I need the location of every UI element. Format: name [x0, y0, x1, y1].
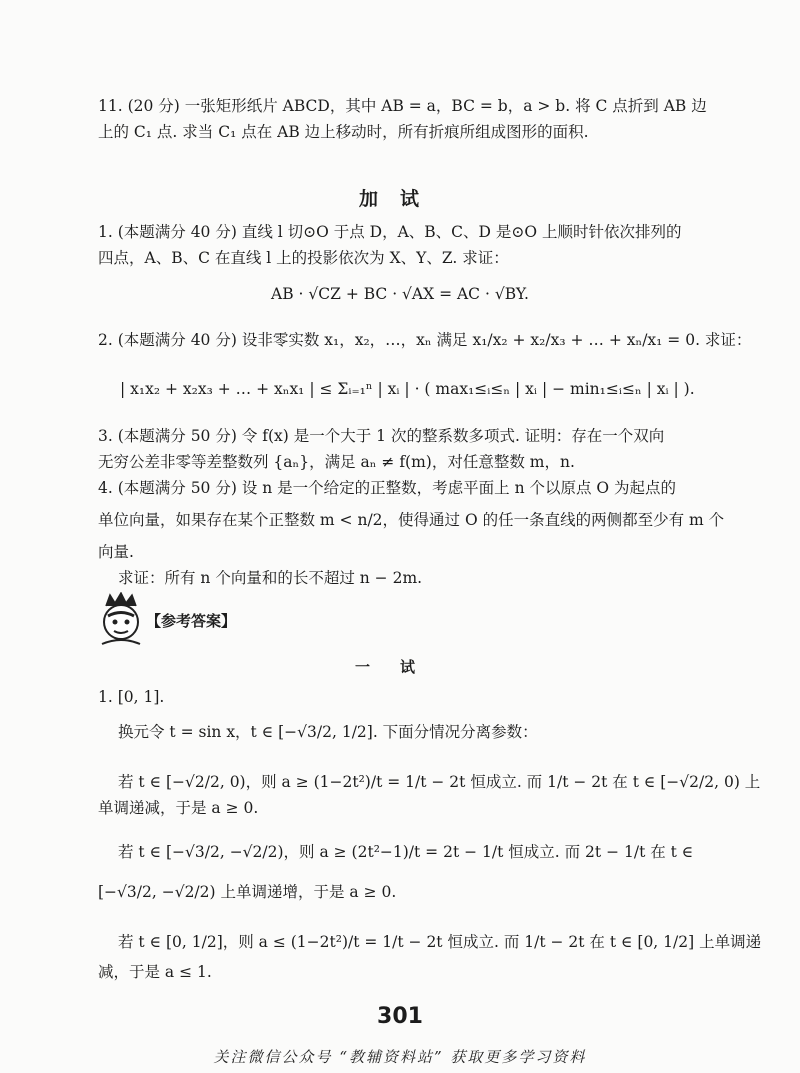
add4-line4: 求证：所有 n 个向量和的长不超过 n − 2m. [118, 569, 423, 587]
add4-line3: 向量. [98, 543, 134, 561]
solution-line: 单调递减，于是 a ≥ 0. [98, 799, 259, 817]
solution-line: [−√3/2, −√2/2) 上单调递增，于是 a ≥ 0. [98, 883, 397, 901]
add1-line1: 1. (本题满分 40 分) 直线 l 切⊙O 于点 D，A、B、C、D 是⊙O 上顺时针依次排列的 [98, 223, 682, 241]
answer-header [98, 592, 358, 652]
cartoon-face-icon [98, 592, 144, 648]
solution-line: 1. [0, 1]. [98, 688, 165, 706]
page-number: 301 [377, 1004, 423, 1029]
add3-line2: 无穷公差非零等差整数列 {aₙ}，满足 aₙ ≠ f(m)，对任意整数 m，n. [98, 453, 575, 471]
add1-line2: 四点，A、B、C 在直线 l 上的投影依次为 X、Y、Z. 求证： [98, 249, 509, 267]
solution-line: 若 t ∈ [−√3/2, −√2/2)，则 a ≥ (2t²−1)/t = 2t − 1/t 恒成立. 而 2t − 1/t 在 t ∈ [118, 843, 694, 861]
add1-formula: AB · √CZ + BC · √AX = AC · √BY. [271, 285, 529, 303]
sub-title: 一试 [354, 658, 445, 676]
section-title: 加试 [358, 188, 441, 210]
add4-line1: 4. (本题满分 50 分) 设 n 是一个给定的正整数，考虑平面上 n 个以原点 O 为起点的 [98, 479, 677, 497]
footer-note: 关注微信公众号 “教辅资料站” 获取更多学习资料 [213, 1048, 587, 1066]
add4-line2: 单位向量，如果存在某个正整数 m < n/2，使得通过 O 的任一条直线的两侧都至少有 m 个 [98, 511, 725, 529]
solution-line: 减，于是 a ≤ 1. [98, 963, 212, 981]
problem11-line1: 11. (20 分) 一张矩形纸片 ABCD，其中 AB = a，BC = b，a > b. 将 C 点折到 AB 边 [98, 97, 707, 115]
add3-line1: 3. (本题满分 50 分) 令 f(x) 是一个大于 1 次的整系数多项式. 证明：存在一个双向 [98, 427, 665, 445]
solution-line: 若 t ∈ [0, 1/2]，则 a ≤ (1−2t²)/t = 1/t − 2t 恒成立. 而 1/t − 2t 在 t ∈ [0, 1/2] 上单调递 [118, 933, 762, 951]
add2-formula: | x₁x₂ + x₂x₃ + … + xₙx₁ | ≤ Σᵢ₌₁ⁿ | xᵢ | · ( max₁≤ᵢ≤ₙ | xᵢ | − min₁≤ᵢ≤ₙ | xᵢ | ). [120, 380, 695, 398]
solution-line: 换元令 t = sin x，t ∈ [−√3/2, 1/2]. 下面分情况分离参数： [118, 723, 538, 741]
add2-line1: 2. (本题满分 40 分) 设非零实数 x₁，x₂，…，xₙ 满足 x₁/x₂ + x₂/x₃ + … + xₙ/x₁ = 0. 求证： [98, 331, 752, 349]
problem11-line2: 上的 C₁ 点. 求当 C₁ 点在 AB 边上移动时，所有折痕所组成图形的面积. [98, 123, 589, 141]
solution-line: 若 t ∈ [−√2/2, 0)，则 a ≥ (1−2t²)/t = 1/t − 2t 恒成立. 而 1/t − 2t 在 t ∈ [−√2/2, 0) 上 [118, 773, 761, 791]
answer-label: 【参考答案】 [146, 612, 237, 630]
